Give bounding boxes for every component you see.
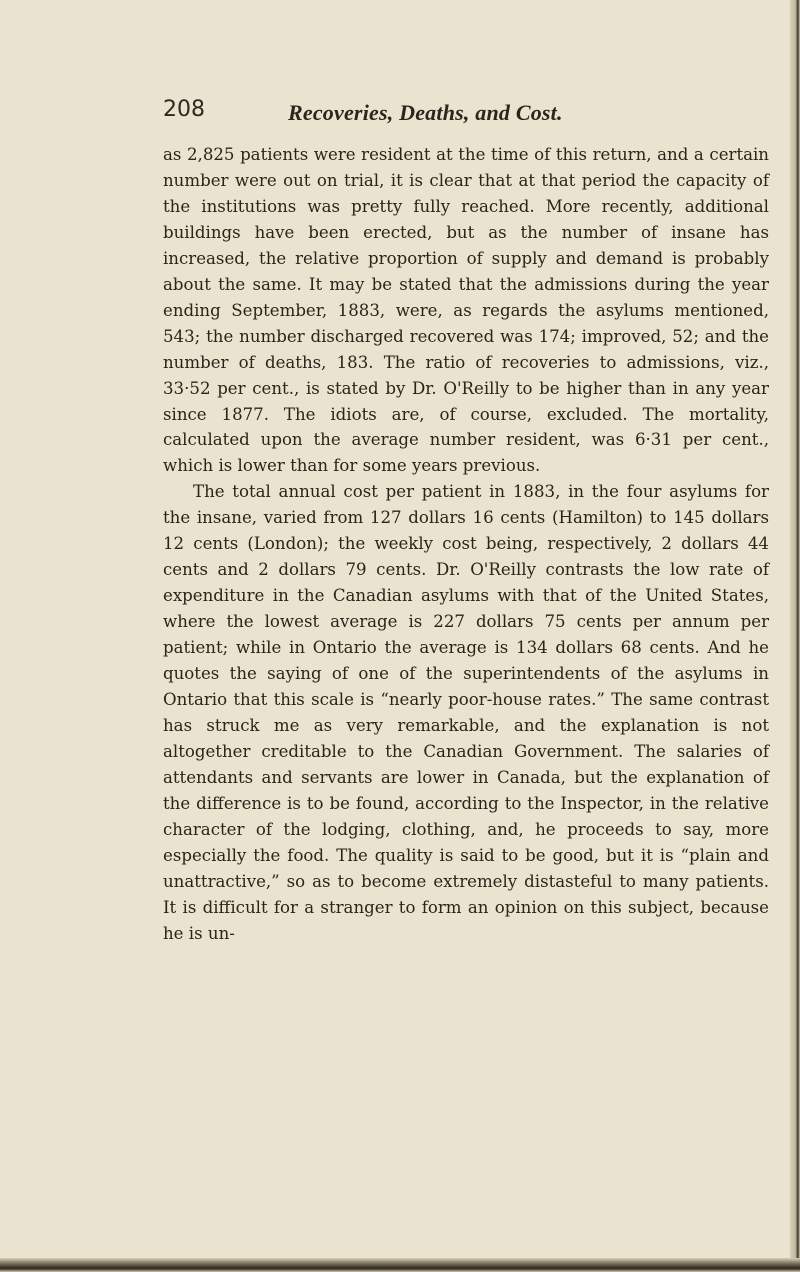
running-head: Recoveries, Deaths, and Cost. — [288, 100, 563, 125]
paragraph-2: The total annual cost per patient in 1883, in the four asylums for the insane, varied from 127 dollars 16 cents (Hamilton) to 145 dollars 12 cents (London); the weekly cost being, respectively, 2 dollars 44 cents and 2 dollars 79 cents. Dr. O'Reilly contrasts the low rate of expenditure in the Canadian asylums with that of the United States, where the lowest average is 227 dollars 75 cents per annum per patient; while in Ontario the average is 134 dollars 68 cents. And he quotes the saying of one of the superintendents of the asylums in Ontario that this scale is “nearly poor-house rates.” The same contrast has struck me as very remarkable, and the explanation is not altogether creditable to the Canadian Government. The salaries of attendants and servants are lower in Canada, but the explanation of the difference is to be found, according to the Inspector, in the relative character of the lodging, clothing, and, he proceeds to say, more especially the food. The quality is said to be good, but it is “plain and unattractive,” so as to become extremely distasteful to many patients. It is difficult for a stranger to form an opinion on this subject, because he is un- — [163, 482, 769, 943]
paragraph-1: as 2,825 patients were resident at the time of this return, and a certain number were out on trial, it is clear that at that period the capacity of the institutions was pretty fully reached. More recently, additional buildings have been erected, but as the number of insane has increased, the relative proportion of supply and demand is probably about the same. It may be stated that the admissions during the year ending September, 1883, were, as regards the asylums mentioned, 543; the number discharged recovered was 174; improved, 52; and the number of deaths, 183. The ratio of recoveries to admissions, viz., 33·52 per cent., is stated by Dr. O'Reilly to be higher than in any year since 1877. The idiots are, of course, excluded. The mortality, calculated upon the average number resident, was 6·31 per cent., which is lower than for some years previous. — [163, 145, 769, 476]
page-edge-bottom — [0, 1258, 800, 1272]
page-header — [163, 98, 763, 132]
page-edge-right — [790, 0, 800, 1272]
page-number: 208 — [163, 97, 205, 122]
body-text — [163, 142, 769, 947]
